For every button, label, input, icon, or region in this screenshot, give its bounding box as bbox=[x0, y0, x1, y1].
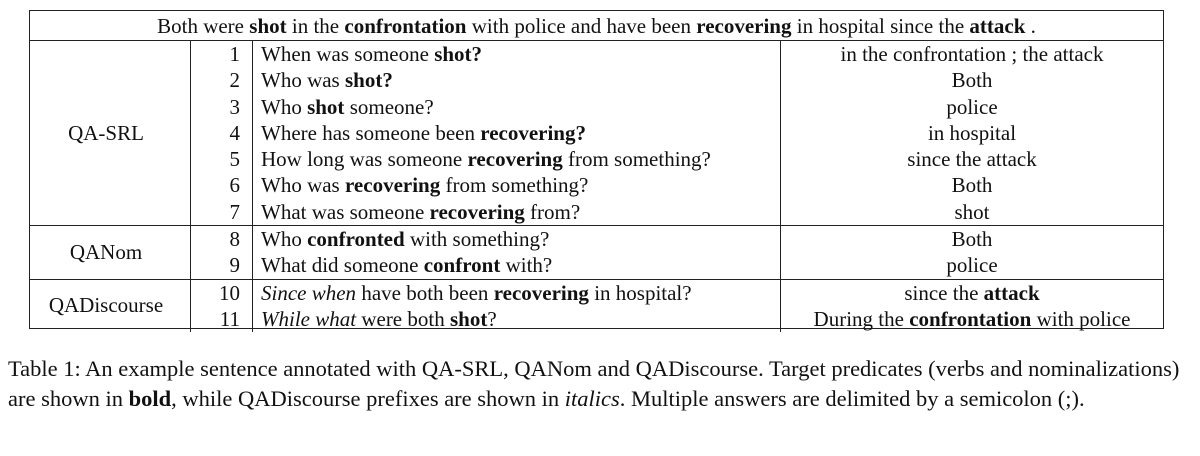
row-number: 6 bbox=[191, 172, 253, 198]
text-segment: . bbox=[1025, 14, 1036, 38]
answer-cell bbox=[781, 226, 1163, 252]
question-cell bbox=[253, 306, 781, 332]
table-row bbox=[191, 120, 1163, 146]
text-segment: with police and have been bbox=[466, 14, 697, 38]
question-cell bbox=[253, 172, 781, 198]
table-row bbox=[191, 306, 1163, 332]
text-segment: someone? bbox=[344, 94, 434, 119]
text-segment: recovering bbox=[696, 14, 792, 38]
table-row bbox=[191, 172, 1163, 198]
answer-cell bbox=[781, 252, 1163, 278]
example-sentence bbox=[30, 11, 1163, 41]
row-number: 1 bbox=[191, 41, 253, 67]
text-segment: recovering? bbox=[480, 120, 586, 145]
group-qanom bbox=[30, 226, 1163, 280]
row-number: 3 bbox=[191, 94, 253, 120]
row-number: 10 bbox=[191, 280, 253, 306]
text-segment: from something? bbox=[562, 147, 711, 172]
text-segment: were both bbox=[356, 306, 450, 331]
table-row bbox=[191, 41, 1163, 67]
text-segment: Both were bbox=[157, 14, 250, 38]
text-segment: italics bbox=[564, 386, 620, 411]
text-segment: shot? bbox=[344, 68, 393, 93]
table-row bbox=[191, 252, 1163, 278]
row-number: 9 bbox=[191, 252, 253, 278]
annotation-table bbox=[29, 10, 1164, 329]
question-cell bbox=[253, 67, 781, 93]
question-cell bbox=[253, 199, 781, 225]
row-number: 7 bbox=[191, 199, 253, 225]
text-segment: from? bbox=[524, 199, 581, 224]
answer-cell bbox=[781, 94, 1163, 120]
table-row bbox=[191, 199, 1163, 225]
text-segment: ? bbox=[487, 306, 497, 331]
question-cell bbox=[253, 226, 781, 252]
table-row bbox=[191, 146, 1163, 172]
table-row bbox=[191, 226, 1163, 252]
answer-cell bbox=[781, 41, 1163, 67]
text-segment: Both bbox=[951, 227, 993, 252]
text-segment: in hospital since the bbox=[791, 14, 970, 38]
row-number: 5 bbox=[191, 146, 253, 172]
text-segment: have both been bbox=[356, 280, 494, 305]
text-segment: When was someone bbox=[261, 42, 435, 66]
text-segment: confrontation bbox=[344, 14, 467, 38]
question-cell bbox=[253, 41, 781, 67]
text-segment: attack bbox=[969, 14, 1026, 38]
text-segment: What did someone bbox=[261, 253, 424, 278]
text-segment: Who was bbox=[261, 68, 345, 93]
text-segment: Who bbox=[261, 227, 308, 252]
text-segment: Who bbox=[261, 94, 308, 119]
answer-cell bbox=[781, 280, 1163, 306]
answer-cell bbox=[781, 199, 1163, 225]
question-cell bbox=[253, 280, 781, 306]
question-cell bbox=[253, 146, 781, 172]
text-segment: shot bbox=[954, 199, 990, 224]
text-segment: . Multiple answers are delimited by a semicolon (;). bbox=[619, 386, 1085, 411]
table-row bbox=[191, 280, 1163, 306]
group-name: QADiscourse bbox=[30, 280, 191, 333]
text-segment: in hospital? bbox=[588, 280, 692, 305]
text-segment: How long was someone bbox=[261, 147, 468, 172]
row-number: 4 bbox=[191, 120, 253, 146]
group-qadiscourse bbox=[30, 280, 1163, 333]
table-row bbox=[191, 67, 1163, 93]
group-name: QANom bbox=[30, 226, 191, 279]
text-segment: with something? bbox=[404, 227, 550, 252]
text-segment: in the bbox=[286, 14, 345, 38]
group-name: QA-SRL bbox=[30, 41, 191, 225]
text-segment: During the bbox=[813, 306, 910, 331]
answer-cell bbox=[781, 172, 1163, 198]
text-segment: recovering bbox=[344, 173, 441, 198]
text-segment: , while QADiscourse prefixes are shown in bbox=[171, 386, 565, 411]
answer-cell bbox=[781, 67, 1163, 93]
text-segment: attack bbox=[983, 280, 1040, 305]
text-segment: bold bbox=[128, 386, 172, 411]
text-segment: shot bbox=[249, 14, 287, 38]
text-segment: in the confrontation ; the attack bbox=[840, 42, 1104, 66]
text-segment: Both bbox=[951, 68, 993, 93]
text-segment: confrontation bbox=[909, 306, 1032, 331]
table-caption bbox=[8, 354, 1194, 414]
text-segment: shot bbox=[449, 306, 488, 331]
text-segment: since the attack bbox=[907, 147, 1037, 172]
text-segment: police bbox=[946, 94, 998, 119]
group-qa-srl bbox=[30, 41, 1163, 226]
text-segment: police bbox=[946, 253, 998, 278]
text-segment: Since when bbox=[261, 280, 357, 305]
text-segment: recovering bbox=[467, 147, 563, 172]
text-segment: recovering bbox=[493, 280, 589, 305]
text-segment: with police bbox=[1031, 306, 1131, 331]
text-segment: While what bbox=[261, 306, 357, 331]
answer-cell bbox=[781, 306, 1163, 332]
question-cell bbox=[253, 94, 781, 120]
row-number: 8 bbox=[191, 226, 253, 252]
answer-cell bbox=[781, 120, 1163, 146]
text-segment: from something? bbox=[440, 173, 589, 198]
text-segment: confronted bbox=[307, 227, 405, 252]
text-segment: Where has someone been bbox=[261, 120, 481, 145]
text-segment: in hospital bbox=[927, 120, 1017, 145]
row-number: 2 bbox=[191, 67, 253, 93]
text-segment: since the bbox=[904, 280, 984, 305]
text-segment: with? bbox=[500, 253, 553, 278]
text-segment: shot bbox=[307, 94, 345, 119]
question-cell bbox=[253, 120, 781, 146]
text-segment: shot? bbox=[434, 42, 483, 66]
answer-cell bbox=[781, 146, 1163, 172]
question-cell bbox=[253, 252, 781, 278]
qa-grid bbox=[30, 41, 1163, 332]
text-segment: Who was bbox=[261, 173, 345, 198]
table-row bbox=[191, 94, 1163, 120]
text-segment: Both bbox=[951, 173, 993, 198]
text-segment: confront bbox=[423, 253, 501, 278]
text-segment: Table 1: An example sentence annotated with QA-SRL, QANom and QADiscourse. Target predicates (verbs and nominalizations) are shown in bbox=[8, 356, 1180, 411]
row-number: 11 bbox=[191, 306, 253, 332]
text-segment: What was someone bbox=[261, 199, 430, 224]
text-segment: recovering bbox=[429, 199, 525, 224]
